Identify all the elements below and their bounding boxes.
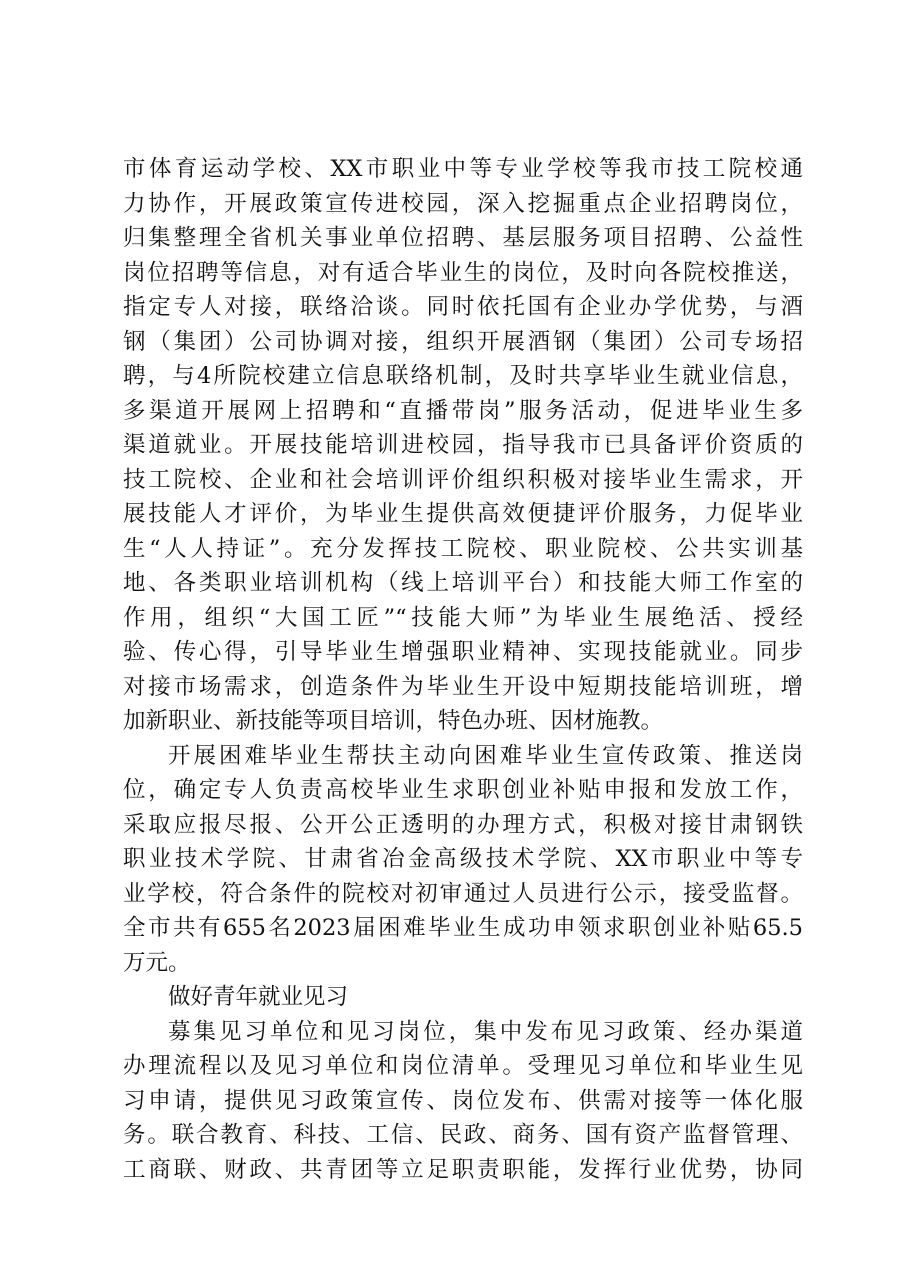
paragraph [123,739,803,981]
text-line: 多渠道开展网上招聘和“直播带岗”服务活动，促进毕业生多 [123,397,803,424]
text-line: 聘，与4所院校建立信息联络机制，及时共享毕业生就业信息， [123,363,803,389]
text-line: 习申请，提供见习政策宣传、岗位发布、供需对接等一体化服 [123,1087,803,1114]
text-line: 钢（集团）公司协调对接，组织开展酒钢（集团）公司专场招 [123,328,803,355]
text-line: 市体育运动学校、XX市职业中等专业学校等我市技工院校通 [123,156,803,182]
text-line: 验、传心得，引导毕业生增强职业精神、实现技能就业。同步 [123,639,803,665]
text-line: 岗位招聘等信息，对有适合毕业生的岗位，及时向各院校推送， [123,259,803,286]
text-line: 全市共有655名2023届困难毕业生成功申领求职创业补贴65.5 [123,915,803,941]
paragraph [123,1015,803,1188]
text-line: 生“人人持证”。充分发挥技工院校、职业院校、公共实训基 [123,535,803,562]
text-line: 办理流程以及见习单位和岗位清单。受理见习单位和毕业生见 [123,1053,803,1079]
text-line: 募集见习单位和见习岗位，集中发布见习政策、经办渠道 [168,1018,803,1045]
text-line: 做好青年就业见习 [168,984,349,1010]
text-line: 归集整理全省机关事业单位招聘、基层服务项目招聘、公益性 [123,225,803,251]
text-line: 工商联、财政、共青团等立足职责职能，发挥行业优势，协同 [123,1156,803,1183]
text-line: 对接市场需求，创造条件为毕业生开设中短期技能培训班，增 [123,673,803,700]
document-body [123,152,803,1187]
text-line: 指定专人对接，联络洽谈。同时依托国有企业办学优势，与酒 [123,294,803,320]
text-line: 地、各类职业培训机构（线上培训平台）和技能大师工作室的 [123,570,803,596]
text-line: 万元。 [123,949,191,976]
text-line: 作用，组织“大国工匠”“技能大师”为毕业生展绝活、授经 [123,604,803,631]
text-line: 务。联合教育、科技、工信、民政、商务、国有资产监督管理、 [123,1122,803,1148]
text-line: 开展困难毕业生帮扶主动向困难毕业生宣传政策、推送岗 [168,742,803,769]
text-line: 展技能人才评价，为毕业生提供高效便捷评价服务，力促毕业 [123,501,803,527]
text-line: 位，确定专人负责高校毕业生求职创业补贴申报和发放工作， [123,777,803,803]
paragraph [123,980,803,1015]
text-line: 力协作，开展政策宣传进校园，深入挖掘重点企业招聘岗位， [123,190,803,217]
text-line: 职业技术学院、甘肃省冶金高级技术学院、XX市职业中等专 [123,846,803,872]
paragraph [123,152,803,739]
text-line: 采取应报尽报、公开公正透明的办理方式，积极对接甘肃钢铁 [123,811,803,838]
text-line: 业学校，符合条件的院校对初审通过人员进行公示，接受监督。 [123,880,803,907]
text-line: 技工院校、企业和社会培训评价组织积极对接毕业生需求，开 [123,466,803,493]
text-line: 加新职业、新技能等项目培训，特色办班、因材施教。 [123,708,664,734]
text-line: 渠道就业。开展技能培训进校园，指导我市已具备评价资质的 [123,432,803,458]
